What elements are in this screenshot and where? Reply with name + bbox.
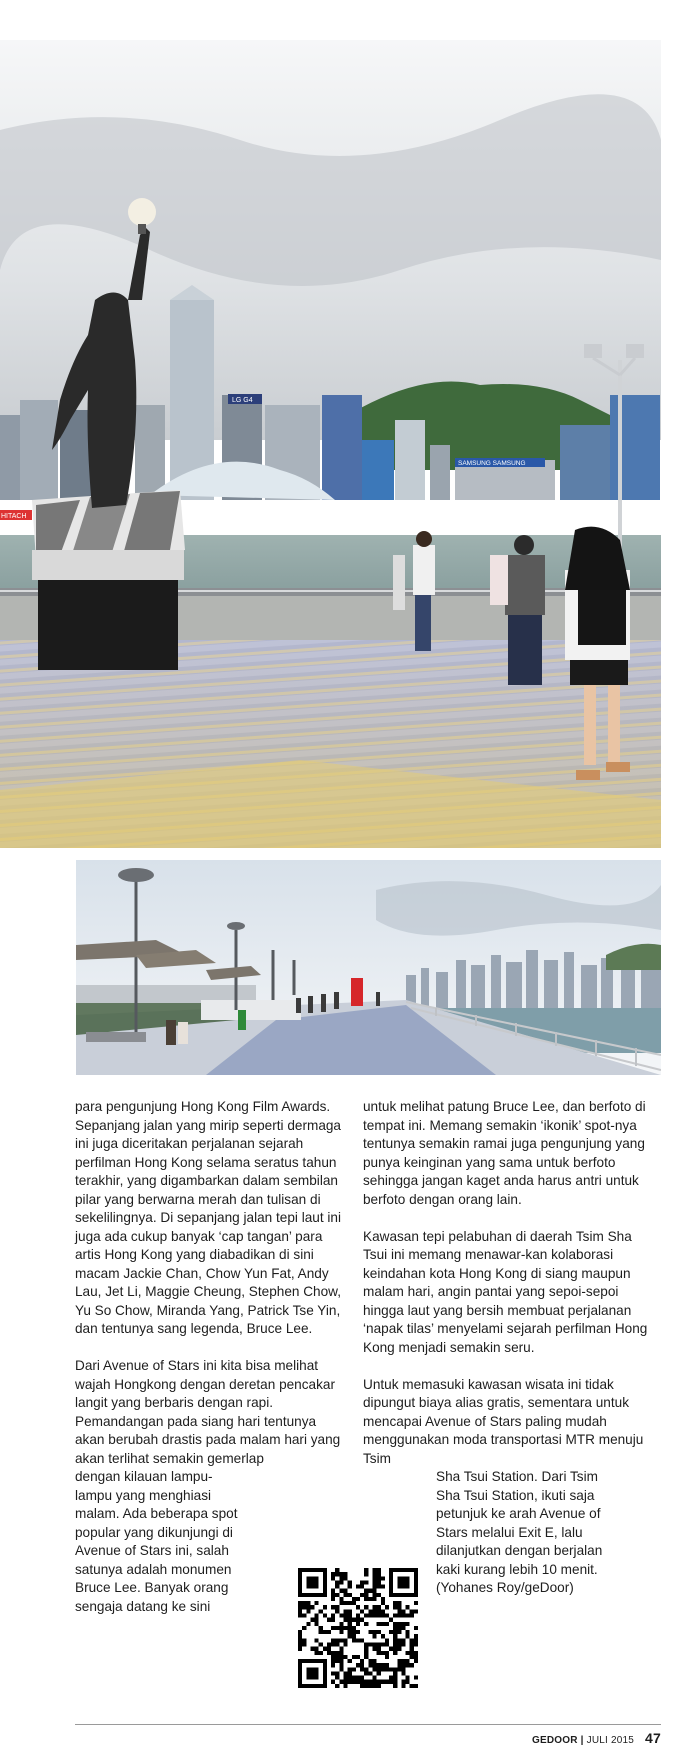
promenade-photo: [76, 860, 661, 1075]
paragraph: para pengunjung Hong Kong Film Awards. Sepanjang jalan yang mirip seperti dermaga ini juga diceritakan perjalanan sejarah perfilman Hong Kong selama seratus tahun terakhir, yang digambarkan dalam sembilan pilar yang berwarna merah dan tulisan di sekelilingnya. Di sepanjang jalan tepi laut ini juga ada cukup banyak ‘cap tangan’ para artis Hong Kong yang diabadikan di sini macam Jackie Chan, Chow Yun Fat, Andy Lau, Jet Li, Maggie Cheung, Stephen Chow, Yu So Chow, Miranda Yang, Patrick Tse Yin, dan tentunya sang legenda, Bruce Lee.: [75, 1099, 342, 1336]
article-column-left: [75, 1098, 345, 1616]
wrap-line: Avenue of Stars ini, salah: [75, 1543, 229, 1558]
qr-code-icon: [298, 1568, 418, 1688]
wrap-line: Sha Tsui Station. Dari Tsim: [436, 1469, 598, 1484]
footer-separator: |: [580, 1735, 584, 1746]
wrap-line: Sha Tsui Station, ikuti saja: [436, 1487, 595, 1503]
article-column-right: [363, 1098, 658, 1598]
wrap-line: Stars melalui Exit E, lalu: [436, 1524, 583, 1540]
promenade-scene-illustration: [76, 860, 661, 1075]
sign-lg: LG G4: [232, 397, 253, 404]
wrap-line: sengaja datang ke sini: [75, 1598, 211, 1614]
issue-date: JULI 2015: [586, 1735, 635, 1746]
author-credit: (Yohanes Roy/geDoor): [436, 1580, 574, 1595]
wrap-line: satunya adalah monumen: [75, 1561, 232, 1577]
paragraph-text: Untuk memasuki kawasan wisata ini tidak dipungut biaya alias gratis, sementara untuk mencapai Avenue of Stars paling mudah menggunakan moda transportasi MTR menuju Tsim: [363, 1376, 644, 1466]
paragraph: untuk melihat patung Bruce Lee, dan berfoto di tempat ini. Memang semakin ‘ikonik’ spot-nya tentunya semakin ramai juga pengunjung yang punya keinginan yang sama untuk berfoto sehingga jangan kaget anda harus antri untuk berfoto dengan orang lain.: [363, 1099, 646, 1207]
statue-scene-illustration: [0, 0, 661, 848]
paragraph: Kawasan tepi pelabuhan di daerah Tsim Sha Tsui ini memang menawar-kan kolaborasi keindahan kota Hong Kong di siang maupun malam hari, angin pantai yang sepoi-sepoi hingga laut yang bersih membuat perjalanan ‘napak tilas’ menyelami sejarah perfilman Hong Kong menjadi semakin seru.: [363, 1228, 648, 1355]
main-photo-avenue-of-stars: [0, 0, 661, 848]
footer-divider: [75, 1724, 661, 1725]
wrap-line: dilanjutkan dengan berjalan: [436, 1543, 603, 1558]
paragraph-text: Dari Avenue of Stars ini kita bisa melihat wajah Hongkong dengan deretan pencakar langit yang berbaris dengan rapi. Pemandangan pada siang hari tentunya akan berubah drastis pada malam hari yang akan terlihat semakin gemerlap: [75, 1358, 341, 1466]
page-footer: [532, 1730, 661, 1746]
page-number: 47: [645, 1730, 661, 1746]
sign-hitachi: HITACH: [1, 513, 27, 520]
wrap-line: lampu yang menghiasi: [75, 1487, 212, 1503]
paragraph-wrapped: [363, 1376, 658, 1598]
magazine-name: GEDOOR: [532, 1735, 578, 1746]
wrap-line: popular yang dikunjungi di: [75, 1524, 233, 1540]
qr-code[interactable]: [298, 1568, 418, 1688]
sign-samsung: SAMSUNG SAMSUNG: [458, 460, 526, 467]
wrap-line: malam. Ada beberapa spot: [75, 1506, 238, 1521]
wrap-line: Bruce Lee. Banyak orang: [75, 1580, 229, 1595]
wrap-line: kaki kurang lebih 10 menit.: [436, 1561, 598, 1577]
wrap-line: petunjuk ke arah Avenue of: [436, 1506, 601, 1521]
wrap-line: dengan kilauan lampu-: [75, 1469, 213, 1484]
